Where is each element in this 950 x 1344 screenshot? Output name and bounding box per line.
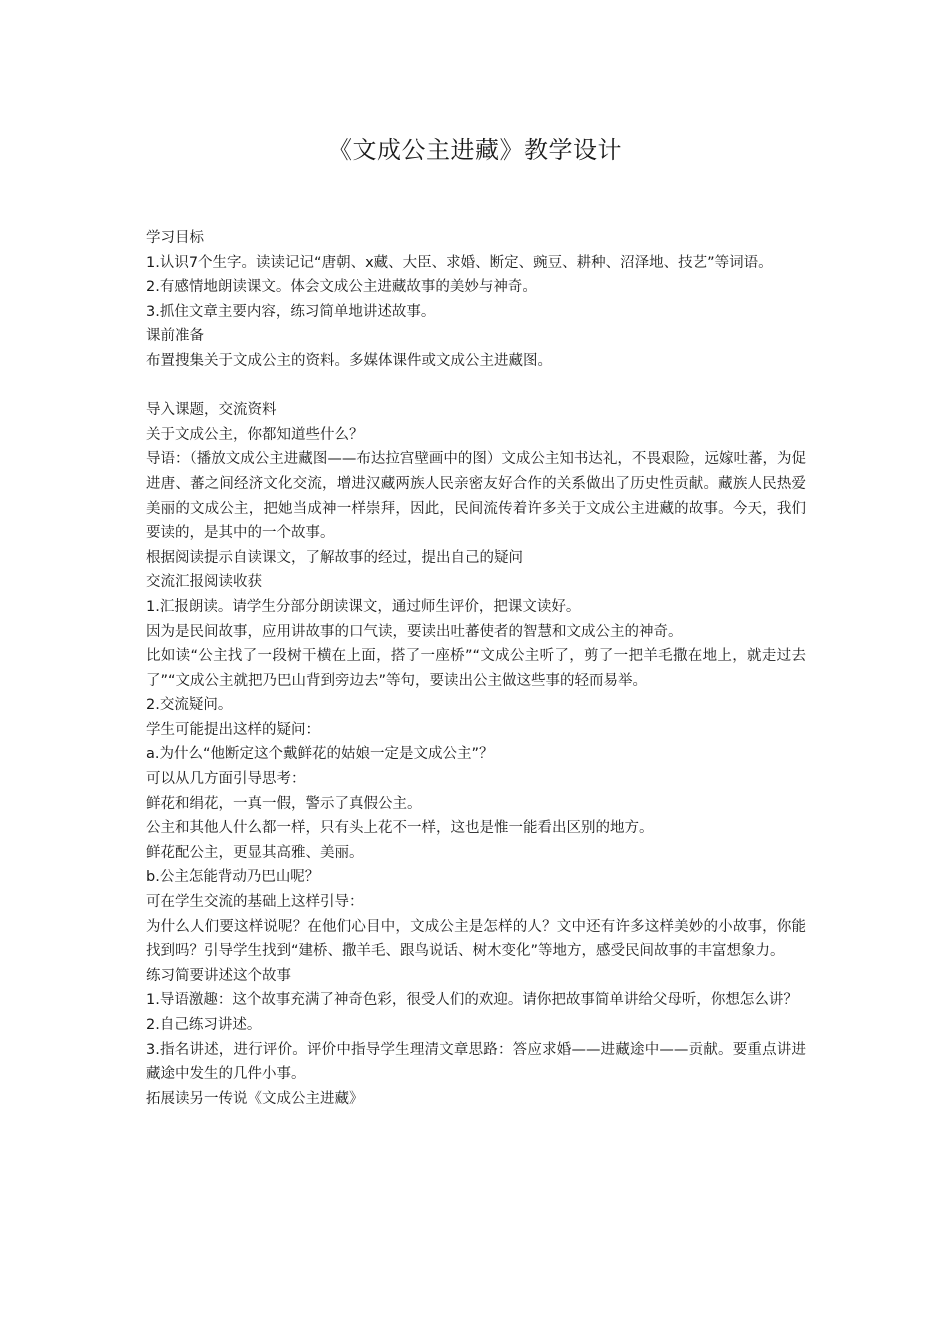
paragraph-heading-retell: 练习简要讲述这个故事 xyxy=(146,967,291,984)
paragraph-report-tone: 因为是民间故事，应用讲故事的口气读，要读出吐蕃使者的智慧和文成公主的神奇。 xyxy=(146,623,683,640)
paragraph-retell-2: 2.自己练习讲述。 xyxy=(146,1017,262,1033)
paragraph-think-3: 鲜花配公主，更显其高雅、美丽。 xyxy=(146,844,364,861)
paragraph-guide: 导语：（播放文成公主进藏图——布达拉宫壁画中的图）文成公主知书达礼，不畏艰险，远嫁吐蕃，为促进唐、蕃之间经济文化交流，增进汉藏两族人民亲密友好合作的关系做出了历史性贡献。藏族人民热爱美丽的文成公主，把她当成神一样崇拜，因此，民间流传着许多关于文成公主进藏的故事。今天，我们要读的，是其中的一个故事。 xyxy=(146,451,806,542)
paragraph-question-b: b.公主怎能背动乃巴山呢？ xyxy=(146,869,320,886)
document-body xyxy=(146,226,806,1111)
paragraph-question-a: a.为什么“他断定这个戴鲜花的姑娘一定是文成公主”？ xyxy=(146,746,494,763)
document-title: 《文成公主进藏》教学设计 xyxy=(328,136,622,164)
blank-line xyxy=(146,374,806,399)
paragraph-heading-intro: 导入课题，交流资料 xyxy=(146,402,277,419)
paragraph-report-example: 比如读“公主找了一段树干横在上面，搭了一座桥”“文成公主听了，剪了一把羊毛撒在地上，就走过去了”“文成公主就把乃巴山背到旁边去”等句，要读出公主做这些事的轻而易举。 xyxy=(146,648,806,689)
paragraph-retell-1: 1.导语激趣：这个故事充满了神奇色彩，很受人们的欢迎。请你把故事简单讲给父母听，你想怎么讲？ xyxy=(146,992,798,1009)
paragraph-guide-b: 可在学生交流的基础上这样引导： xyxy=(146,894,364,911)
paragraph-heading-goals: 学习目标 xyxy=(146,230,204,246)
paragraph-think-1: 鲜花和绢花，一真一假，警示了真假公主。 xyxy=(146,795,422,812)
paragraph-heading-prep: 课前准备 xyxy=(146,328,204,345)
paragraph-think: 可以从几方面引导思考： xyxy=(146,771,306,788)
paragraph-report-1: 1.汇报朗读。请学生分部分朗读课文，通过师生评价，把课文读好。 xyxy=(146,598,581,615)
paragraph-prep: 布置搜集关于文成公主的资料。多媒体课件或文成公主进藏图。 xyxy=(146,352,552,369)
paragraph-goal-1: 1.认识7个生字。读读记记“唐朝、x藏、大臣、求婚、断定、豌豆、耕种、沼泽地、技艺”等词语。 xyxy=(146,254,773,271)
paragraph-guide-b-detail: 为什么人们要这样说呢？在他们心目中，文成公主是怎样的人？文中还有许多这样美妙的小故事，你能找到吗？引导学生找到“建桥、撒羊毛、跟鸟说话、树木变化”等地方，感受民间故事的丰富想象力。 xyxy=(146,918,806,960)
paragraph-think-2: 公主和其他人什么都一样，只有头上花不一样，这也是惟一能看出区别的地方。 xyxy=(146,820,654,837)
paragraph-retell-3: 3.指名讲述，进行评价。评价中指导学生理清文章思路：答应求婚——进藏途中——贡献。要重点讲进藏途中发生的几件小事。 xyxy=(146,1041,806,1083)
paragraph-self-read: 根据阅读提示自读课文，了解故事的经过，提出自己的疑问 xyxy=(146,549,523,566)
paragraph-question: 关于文成公主，你都知道些什么？ xyxy=(146,426,364,443)
paragraph-extension: 拓展读另一传说《文成公主进藏》 xyxy=(146,1090,364,1107)
paragraph-possible-questions: 学生可能提出这样的疑问： xyxy=(146,721,320,738)
paragraph-report-2: 2.交流疑问。 xyxy=(146,697,233,714)
paragraph-heading-report: 交流汇报阅读收获 xyxy=(146,574,262,591)
paragraph-goal-3: 3.抓住文章主要内容，练习简单地讲述故事。 xyxy=(146,303,436,320)
paragraph-goal-2: 2.有感情地朗读课文。体会文成公主进藏故事的美妙与神奇。 xyxy=(146,279,537,296)
